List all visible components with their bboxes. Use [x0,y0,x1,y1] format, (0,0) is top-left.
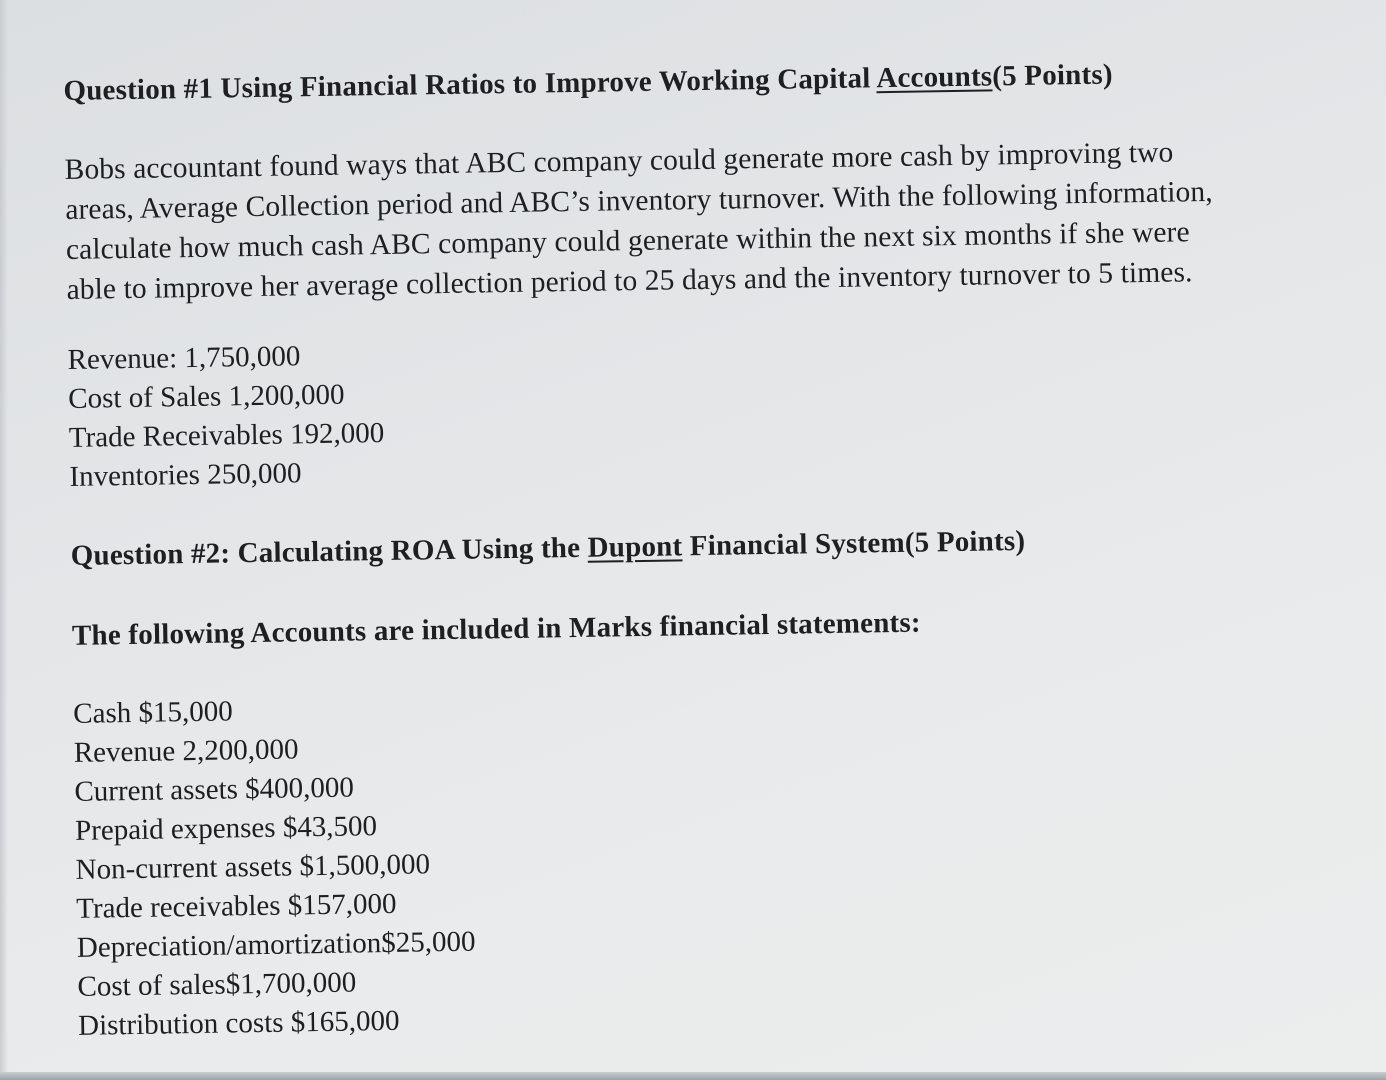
paragraph-line: Bobs accountant found ways that ABC company could generate more cash by improving two [64,136,1174,186]
screen-edge [0,0,8,1080]
question-1-heading-underlined: Accounts [876,60,993,95]
question-1-heading [63,59,1113,108]
list-item: Inventories 250,000 [69,457,302,493]
list-item: Non-current assets $1,500,000 [75,848,431,886]
question-2-heading-text: Question #2: Calculating ROA Using the [70,531,588,572]
list-item: Revenue 2,200,000 [73,733,299,769]
list-item: Distribution costs $165,000 [77,1004,400,1042]
list-item: Cash $15,000 [72,695,233,730]
list-item: Trade Receivables 192,000 [68,416,385,454]
paragraph-line: areas, Average Collection period and ABC’s inventory turnover. With the following information, [65,175,1213,226]
paragraph-line: calculate how much cash ABC company could generate within the next six months if she were [65,216,1190,266]
question-1-heading-text: Question #1 Using Financial Ratios to Improve Working Capital [63,62,877,107]
question-1-heading-points: (5 Points) [992,58,1113,93]
screen-bottom-edge [0,1072,1386,1080]
list-item: Current assets $400,000 [74,771,355,808]
question-2-intro: The following Accounts are included in Marks financial statements: [71,606,921,652]
question-2-heading [70,525,1025,573]
list-item: Revenue: 1,750,000 [67,340,301,376]
list-item: Cost of Sales 1,200,000 [68,378,345,415]
question-2-heading-underlined: Dupont [587,530,683,564]
paragraph-line: able to improve her average collection period to 25 days and the inventory turnover to 5 times. [66,256,1193,306]
document-page [62,0,1386,1070]
question-2-heading-points: Financial System(5 Points) [682,524,1026,563]
list-item: Depreciation/amortization$25,000 [76,925,476,964]
list-item: Prepaid expenses $43,500 [74,810,378,847]
list-item: Trade receivables $157,000 [76,887,397,925]
list-item: Cost of sales$1,700,000 [77,966,357,1003]
